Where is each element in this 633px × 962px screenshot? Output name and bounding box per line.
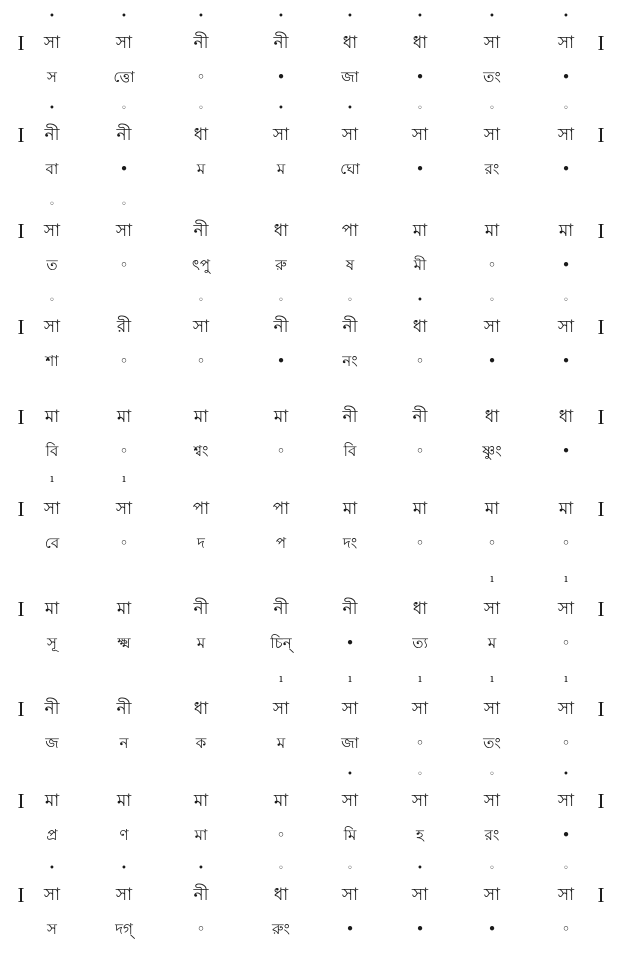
- lyric-syllable: •: [276, 68, 286, 86]
- lyric-syllable: তং: [483, 68, 501, 86]
- lyric-syllable: ন: [119, 734, 129, 752]
- swara-note: নী: [273, 599, 289, 619]
- lyric-syllable: ষ্ণুং: [482, 442, 502, 460]
- bar-line-right: I: [597, 497, 605, 521]
- swara-note: সা: [557, 699, 575, 719]
- swara-note: নী: [193, 33, 209, 53]
- lyric-syllable: ষ: [345, 256, 355, 274]
- lyric-syllable: ম: [487, 634, 497, 652]
- lyric-syllable: ◦: [561, 920, 571, 938]
- lyric-syllable: বি: [45, 442, 59, 460]
- octave-mark: •: [49, 103, 55, 114]
- swara-note: নী: [193, 221, 209, 241]
- lyric-syllable: রং: [484, 160, 500, 178]
- bar-line-right: I: [597, 405, 605, 429]
- notation-block: [0, 572, 633, 662]
- swara-note: নী: [342, 407, 358, 427]
- lyric-syllable: মা: [194, 826, 208, 844]
- octave-mark: ◦: [121, 103, 127, 114]
- bar-line-left: I: [17, 31, 25, 55]
- swara-note: পা: [272, 499, 290, 519]
- octave-mark: •: [278, 11, 284, 22]
- lyric-syllable: ঘো: [340, 160, 360, 178]
- swara-note: নী: [44, 125, 60, 145]
- lyric-syllable: •: [119, 160, 129, 178]
- swara-note: সা: [557, 599, 575, 619]
- bar-line-left: I: [17, 405, 25, 429]
- lyric-syllable: দং: [342, 534, 358, 552]
- octave-mark: ◦: [198, 103, 204, 114]
- swara-note: সা: [557, 33, 575, 53]
- bar-line-left: I: [17, 883, 25, 907]
- swara-note: সা: [272, 125, 290, 145]
- swara-note: নী: [342, 599, 358, 619]
- swara-note: সা: [483, 599, 501, 619]
- lyric-syllable: •: [415, 68, 425, 86]
- octave-mark: ◦: [347, 863, 353, 874]
- octave-mark: •: [49, 11, 55, 22]
- notation-block: [0, 380, 633, 470]
- bar-line-right: I: [597, 315, 605, 339]
- notation-block: [0, 194, 633, 284]
- lyric-syllable: ত্য: [412, 634, 428, 652]
- lyric-syllable: ৎপু: [191, 256, 211, 274]
- swara-note: সা: [483, 699, 501, 719]
- swara-note: ধা: [273, 221, 289, 241]
- octave-mark: •: [347, 769, 353, 780]
- swara-note: সা: [483, 885, 501, 905]
- octave-mark: ◦: [417, 769, 423, 780]
- swara-note: সা: [43, 499, 61, 519]
- octave-mark: ı: [490, 672, 494, 685]
- lyric-syllable: ◦: [196, 352, 206, 370]
- lyric-syllable: নং: [342, 352, 358, 370]
- lyric-syllable: রুং: [272, 920, 290, 938]
- octave-mark: ◦: [121, 199, 127, 210]
- lyric-syllable: ত্তো: [113, 68, 135, 86]
- lyric-syllable: ◦: [119, 352, 129, 370]
- swara-note: সা: [483, 317, 501, 337]
- octave-mark: ◦: [278, 295, 284, 306]
- swara-note: ধা: [342, 33, 358, 53]
- octave-mark: ı: [564, 672, 568, 685]
- octave-mark: ◦: [198, 295, 204, 306]
- swara-note: নী: [412, 407, 428, 427]
- octave-mark: ◦: [489, 103, 495, 114]
- swara-note: মা: [193, 791, 209, 811]
- lyric-syllable: ◦: [415, 442, 425, 460]
- swara-note: সা: [411, 885, 429, 905]
- bar-line-left: I: [17, 697, 25, 721]
- bar-line-left: I: [17, 123, 25, 147]
- octave-mark: ◦: [489, 769, 495, 780]
- swara-note: নী: [116, 125, 132, 145]
- swara-note: সা: [192, 317, 210, 337]
- lyric-syllable: চিন্: [270, 634, 292, 652]
- lyric-syllable: প্র: [46, 826, 58, 844]
- lyric-syllable: •: [561, 256, 571, 274]
- swara-note: ধা: [193, 125, 209, 145]
- lyric-syllable: ◦: [415, 534, 425, 552]
- swara-note: সা: [43, 33, 61, 53]
- octave-mark: •: [347, 103, 353, 114]
- lyric-syllable: ◦: [561, 534, 571, 552]
- swara-note: মা: [193, 407, 209, 427]
- octave-mark: ı: [122, 472, 126, 485]
- lyric-syllable: ম: [196, 160, 206, 178]
- swara-note: নী: [116, 699, 132, 719]
- lyric-syllable: শ্বং: [193, 442, 209, 460]
- swara-note: মা: [273, 407, 289, 427]
- lyric-syllable: •: [345, 920, 355, 938]
- lyric-syllable: ◦: [119, 256, 129, 274]
- swara-note: মা: [558, 221, 574, 241]
- lyric-syllable: •: [561, 352, 571, 370]
- bar-line-right: I: [597, 597, 605, 621]
- octave-mark: •: [198, 863, 204, 874]
- lyric-syllable: ◦: [561, 734, 571, 752]
- lyric-syllable: •: [561, 442, 571, 460]
- swara-note: সা: [341, 699, 359, 719]
- lyric-syllable: ◦: [276, 826, 286, 844]
- swara-note: সা: [115, 885, 133, 905]
- swara-note: ধা: [412, 599, 428, 619]
- octave-mark: ı: [279, 672, 283, 685]
- lyric-syllable: স: [47, 68, 57, 86]
- lyric-syllable: ◦: [276, 442, 286, 460]
- swara-note: সা: [341, 791, 359, 811]
- swara-note: সা: [341, 125, 359, 145]
- swara-note: নী: [44, 699, 60, 719]
- swara-note: মা: [44, 599, 60, 619]
- octave-mark: •: [347, 11, 353, 22]
- swara-note: মা: [44, 407, 60, 427]
- swara-note: মা: [44, 791, 60, 811]
- octave-mark: ◦: [417, 103, 423, 114]
- swara-note: পা: [192, 499, 210, 519]
- swara-note: সা: [43, 317, 61, 337]
- bar-line-right: I: [597, 789, 605, 813]
- swara-note: মা: [412, 221, 428, 241]
- lyric-syllable: ◦: [196, 68, 206, 86]
- swara-note: ধা: [412, 317, 428, 337]
- swara-note: সা: [43, 885, 61, 905]
- lyric-syllable: ◦: [561, 634, 571, 652]
- swara-note: ধা: [558, 407, 574, 427]
- lyric-syllable: জা: [341, 734, 359, 752]
- swara-note: সা: [483, 33, 501, 53]
- octave-mark: ı: [348, 672, 352, 685]
- lyric-syllable: •: [345, 634, 355, 652]
- octave-mark: ı: [564, 572, 568, 585]
- octave-mark: •: [417, 295, 423, 306]
- octave-mark: •: [121, 11, 127, 22]
- bar-line-left: I: [17, 789, 25, 813]
- swara-note: মা: [116, 407, 132, 427]
- octave-mark: ◦: [347, 295, 353, 306]
- notation-block: [0, 6, 633, 96]
- swara-note: সা: [341, 885, 359, 905]
- swara-note: সা: [483, 791, 501, 811]
- lyric-syllable: ণ: [119, 826, 129, 844]
- swara-note: মা: [273, 791, 289, 811]
- swara-note: পা: [341, 221, 359, 241]
- lyric-syllable: মি: [343, 826, 357, 844]
- swara-note: সা: [557, 125, 575, 145]
- lyric-syllable: স: [47, 920, 57, 938]
- bar-line-left: I: [17, 497, 25, 521]
- lyric-syllable: •: [487, 352, 497, 370]
- bar-line-right: I: [597, 219, 605, 243]
- swara-note: নী: [193, 599, 209, 619]
- lyric-syllable: •: [487, 920, 497, 938]
- octave-mark: •: [121, 863, 127, 874]
- octave-mark: ı: [418, 672, 422, 685]
- swara-note: নী: [273, 33, 289, 53]
- lyric-syllable: প: [275, 534, 287, 552]
- swara-note: সা: [557, 317, 575, 337]
- swara-note: নী: [193, 885, 209, 905]
- lyric-syllable: তং: [483, 734, 501, 752]
- swara-note: নী: [273, 317, 289, 337]
- octave-mark: ◦: [563, 863, 569, 874]
- lyric-syllable: •: [561, 826, 571, 844]
- bar-line-left: I: [17, 597, 25, 621]
- lyric-syllable: বি: [343, 442, 357, 460]
- lyric-syllable: ম: [276, 734, 286, 752]
- lyric-syllable: ◦: [415, 352, 425, 370]
- notation-block: [0, 764, 633, 854]
- swara-note: মা: [116, 599, 132, 619]
- lyric-syllable: দ: [197, 534, 205, 552]
- swara-note: ধা: [412, 33, 428, 53]
- octave-mark: ◦: [563, 295, 569, 306]
- lyric-syllable: হ: [416, 826, 424, 844]
- lyric-syllable: •: [561, 68, 571, 86]
- lyric-syllable: মী: [413, 256, 427, 274]
- swara-note: সা: [115, 33, 133, 53]
- swara-note: রী: [116, 317, 132, 337]
- lyric-syllable: ম: [276, 160, 286, 178]
- bar-line-right: I: [597, 123, 605, 147]
- swara-note: সা: [272, 699, 290, 719]
- octave-mark: ◦: [49, 199, 55, 210]
- octave-mark: •: [563, 769, 569, 780]
- octave-mark: ı: [50, 472, 54, 485]
- swara-note: সা: [411, 125, 429, 145]
- swara-note: সা: [115, 499, 133, 519]
- notation-block: [0, 472, 633, 562]
- octave-mark: ◦: [278, 863, 284, 874]
- lyric-syllable: ত: [46, 256, 58, 274]
- swara-note: মা: [484, 499, 500, 519]
- bar-line-right: I: [597, 31, 605, 55]
- swara-note: ধা: [193, 699, 209, 719]
- bar-line-left: I: [17, 315, 25, 339]
- lyric-syllable: •: [415, 160, 425, 178]
- lyric-syllable: বে: [44, 534, 60, 552]
- octave-mark: ◦: [489, 863, 495, 874]
- swara-note: সা: [411, 791, 429, 811]
- notation-block: [0, 98, 633, 188]
- swara-note: সা: [411, 699, 429, 719]
- swara-note: সা: [115, 221, 133, 241]
- swara-note: নী: [342, 317, 358, 337]
- notation-block: [0, 672, 633, 762]
- lyric-syllable: দগ্: [115, 920, 133, 938]
- octave-mark: •: [417, 863, 423, 874]
- octave-mark: •: [49, 863, 55, 874]
- lyric-syllable: ◦: [487, 256, 497, 274]
- lyric-syllable: রু: [275, 256, 287, 274]
- lyric-syllable: ◦: [196, 920, 206, 938]
- swara-note: মা: [342, 499, 358, 519]
- lyric-syllable: ◦: [415, 734, 425, 752]
- octave-mark: ı: [490, 572, 494, 585]
- lyric-syllable: •: [276, 352, 286, 370]
- swara-note: ধা: [484, 407, 500, 427]
- octave-mark: ◦: [563, 103, 569, 114]
- lyric-syllable: জা: [341, 68, 359, 86]
- swara-note: মা: [484, 221, 500, 241]
- octave-mark: •: [198, 11, 204, 22]
- lyric-syllable: সূ: [47, 634, 57, 652]
- swara-note: সা: [557, 791, 575, 811]
- lyric-syllable: •: [415, 920, 425, 938]
- lyric-syllable: ক: [195, 734, 207, 752]
- bar-line-right: I: [597, 697, 605, 721]
- swara-note: ধা: [273, 885, 289, 905]
- bar-line-right: I: [597, 883, 605, 907]
- lyric-syllable: রং: [484, 826, 500, 844]
- octave-mark: •: [417, 11, 423, 22]
- lyric-syllable: জ: [45, 734, 59, 752]
- octave-mark: •: [563, 11, 569, 22]
- lyric-syllable: •: [561, 160, 571, 178]
- octave-mark: •: [489, 11, 495, 22]
- octave-mark: •: [278, 103, 284, 114]
- notation-block: [0, 290, 633, 380]
- swara-note: মা: [558, 499, 574, 519]
- swara-note: মা: [412, 499, 428, 519]
- lyric-syllable: ◦: [119, 534, 129, 552]
- swara-note: মা: [116, 791, 132, 811]
- octave-mark: ◦: [49, 295, 55, 306]
- octave-mark: ◦: [489, 295, 495, 306]
- bar-line-left: I: [17, 219, 25, 243]
- lyric-syllable: ◦: [119, 442, 129, 460]
- lyric-syllable: ক্ষ্ম: [117, 634, 131, 652]
- swara-note: সা: [43, 221, 61, 241]
- swara-note: সা: [557, 885, 575, 905]
- lyric-syllable: বা: [45, 160, 59, 178]
- lyric-syllable: ◦: [487, 534, 497, 552]
- notation-block: [0, 858, 633, 948]
- lyric-syllable: ম: [196, 634, 206, 652]
- swara-note: সা: [483, 125, 501, 145]
- lyric-syllable: শা: [45, 352, 59, 370]
